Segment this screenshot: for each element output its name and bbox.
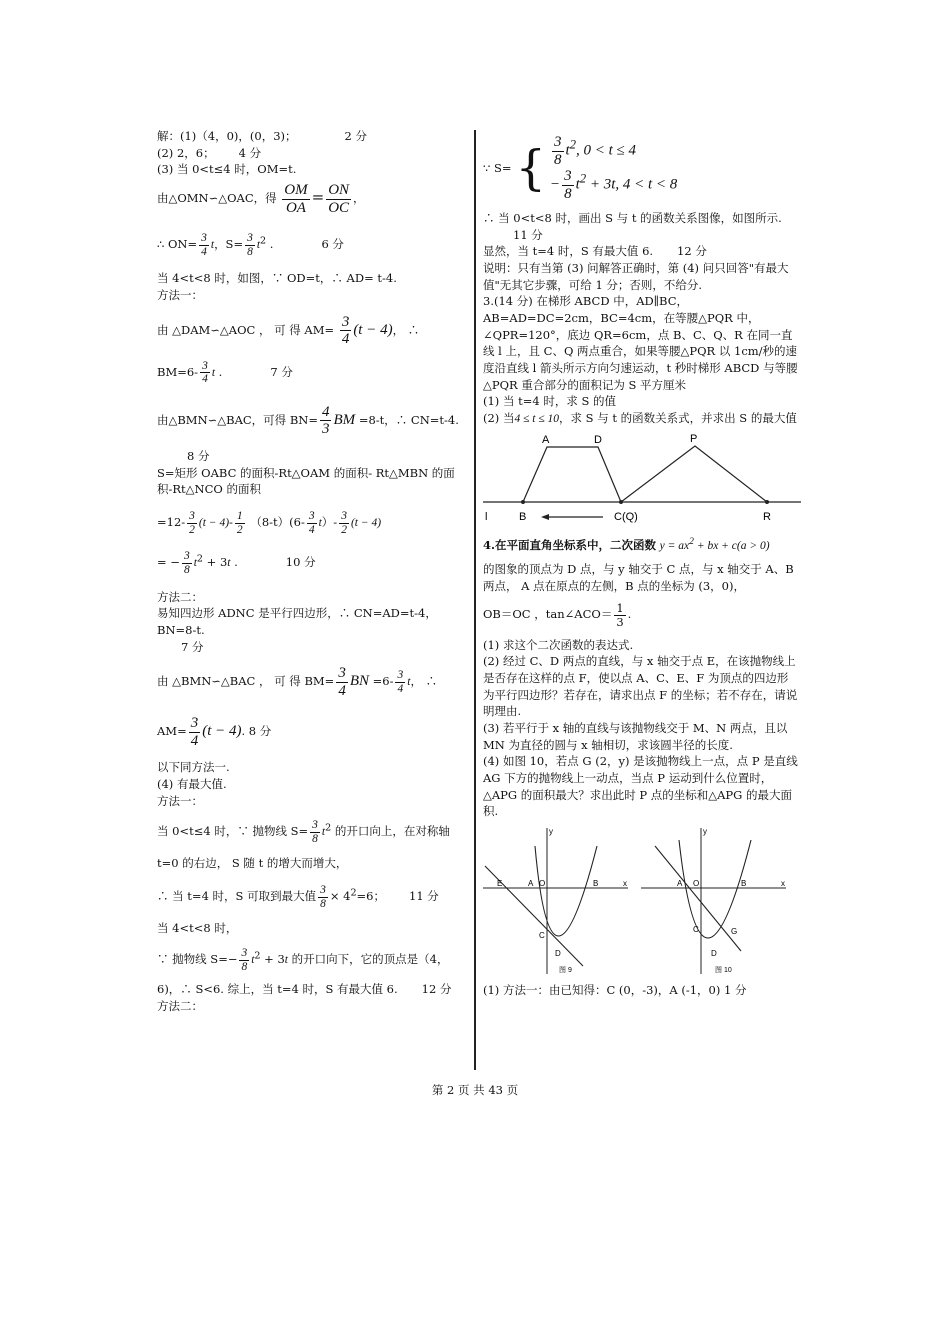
problem-4-q4: (4) 如图 10，若点 G (2，y) 是该抛物线上一点，点 P 是直线 AG 下方的抛物线上一动点，当点 P 运动到什么位置时，△APG 的面积最大？求出此时 P 点的坐标和△APG 的最大面积.	[483, 754, 798, 819]
line-12: S=矩形 OABC 的面积-Rt△OAM 的面积- Rt△MBN 的面积-Rt△NCO 的面积	[157, 465, 455, 497]
r-line-4: 显然，当 t=4 时，S 有最大值 6. 12 分	[483, 244, 707, 259]
problem-4-cont: 的图象的顶点为 D 点，与 y 轴交于 C 点，与 x 轴交于 A、B 两点， A 点在原点的左侧，B 点的坐标为 (3，0)，	[483, 561, 794, 593]
line-ag	[655, 846, 741, 951]
triangle-pqr	[621, 446, 767, 502]
problem-4-q3: (3) 若平行于 x 轴的直线与该抛物线交于 M、N 两点，且以 MN 为直径的圆与 x 轴相切，求该圆半径的长度.	[483, 720, 788, 752]
svg-text:O: O	[539, 878, 546, 888]
line-3: (3) 当 0<t≤4 时，OM=t.	[157, 162, 297, 177]
line-19: AM= $\frac{3}{4}$ (t − 4). 8 分	[157, 715, 272, 749]
line-4: 由△OMN∽△OAC，得 $\frac{OM}{OA}$ = $\frac{ON}{OC}$ ，	[157, 182, 365, 216]
svg-text:y: y	[549, 826, 553, 836]
svg-text:D: D	[555, 948, 561, 958]
line-17: 7 分	[181, 639, 204, 654]
svg-text:D: D	[711, 948, 717, 958]
line-23: 当 0<t≤4 时，∵ 抛物线 S= $\frac{3}{8}$ $t^2$ 的开口向上，在对称轴	[157, 819, 450, 845]
line-28: 6)，∴ S<6. 综上，当 t=4 时，S 有最大值 6. 12 分	[157, 982, 452, 997]
line-7: 方法一：	[157, 287, 203, 302]
line-24: t=0 的右边， S 随 t 的增大而增大，	[157, 856, 348, 871]
svg-text:A: A	[677, 878, 683, 888]
line-5: ∴ ON= $\frac{3}{4}$ t，S= $\frac{3}{8}$ $t^2$ . 6 分	[157, 232, 344, 258]
trapezoid-abcd	[523, 447, 621, 502]
r-line-2: ∴ 当 0<t<8 时，画出 S 与 t 的函数关系图像，如图所示.	[483, 211, 782, 225]
parabola	[535, 846, 597, 936]
line-1: 解：(1)（4，0)，(0，3)； 2 分	[157, 129, 367, 143]
column-divider	[474, 130, 476, 1070]
line-8: 由 △DAM∽△AOC ， 可 得 AM= $\frac{3}{4}$ (t − 4)， ∴	[157, 313, 420, 348]
piecewise-function: ∵ S= { $\frac{3}{8}$ $t^2$, 0 < t ≤ 4 − $\frac{3}{8}$ $t^2 + 3t$, 4 < t < 8	[483, 134, 678, 202]
line-2: (2) 2，6； 4 分	[157, 145, 262, 160]
svg-text:C: C	[539, 930, 545, 940]
line-21: (4) 有最大值.	[157, 776, 227, 791]
left-column	[157, 128, 467, 1015]
right-column	[483, 128, 799, 999]
line-15: 方法二：	[157, 589, 203, 604]
line-9: BM=6- $\frac{3}{4}$ t . 7 分	[157, 359, 293, 386]
r-line-16: (1) 方法一：由已知得：C (0，-3)，A (-1，0) 1 分	[483, 982, 747, 997]
label-l: l	[485, 510, 488, 523]
svg-text:C: C	[693, 924, 699, 934]
svg-text:G: G	[731, 926, 738, 936]
line-27: ∵ 抛物线 S=− $\frac{3}{8}$ $t^2 + 3t$ 的开口向下，它的顶点是（4，	[157, 947, 449, 973]
label-cq: C(Q)	[614, 510, 638, 523]
line-20: 以下同方法一.	[157, 760, 230, 775]
line-22: 方法一：	[157, 793, 203, 808]
line-13: =12- $\frac{3}{2}$ (t − 4)- $\frac{1}{2}$ （8-t）(6- $\frac{3}{4}$ t）- $\frac{3}{2}$ (t − 4)	[157, 509, 382, 536]
trapezoid-triangle-figure	[483, 432, 803, 527]
problem-4-q2: (2) 经过 C、D 两点的直线，与 x 轴交于点 E，在该抛物线上是否存在这样的点 F，使以点 A、C、E、F 为顶点的四边形为平行四边形？若存在，请求出点 F 的坐标；若不存在，请说明理由.	[483, 654, 798, 719]
label-r: R	[763, 510, 771, 523]
r-line-5: 说明：只有当第 (3) 问解答正确时，第 (4) 问只回答"有最大值"无其它步骤，可给 1 分；否则，不给分.	[483, 261, 789, 292]
svg-text:x: x	[781, 878, 785, 888]
fraction-om-oa: $\frac{OM}{OA}$	[284, 182, 308, 216]
svg-text:图 10: 图 10	[715, 966, 732, 974]
svg-text:B: B	[741, 878, 747, 888]
svg-text:y: y	[703, 826, 707, 836]
problem-3: 3.(14 分) 在梯形 ABCD 中，AD∥BC，AB=AD=DC=2cm，BC=4cm，在等腰△PQR 中，∠QPR=120°，底边 QR=6cm，点 B、C、Q、R 在同一直线 l 上，且 C、Q 两点重合，如果等腰△PQR 以 1cm/秒的速度沿直线 l 箭头所示方向匀速运动，t 秒时梯形 ABCD 与等腰△PQR 重合部分的面积记为 S 平方厘米	[483, 294, 798, 392]
line-18: 由 △BMN∽△BAC ， 可 得 BM= $\frac{3}{4}$ BN =6- $\frac{3}{4}$ t， ∴	[157, 665, 438, 699]
parabola-figures	[483, 826, 799, 976]
label-d: D	[594, 433, 602, 446]
svg-text:图 9: 图 9	[559, 966, 572, 974]
line-26: 当 4<t<8 时，	[157, 921, 238, 936]
line-14: = − $\frac{3}{8}$ $t^2 + 3t$ . 10 分	[157, 550, 316, 576]
fraction-on-oc: $\frac{ON}{OC}$	[328, 182, 350, 216]
figure-9	[483, 826, 633, 976]
line-16: 易知四边形 ADNC 是平行四边形，∴ CN=AD=t-4，BN=8-t.	[157, 606, 437, 637]
svg-text:A: A	[528, 878, 534, 888]
arrow-head	[541, 514, 549, 520]
problem-3-q1: (1) 当 t=4 时，求 S 的值	[483, 394, 617, 409]
svg-text:x: x	[623, 878, 627, 888]
label-a: A	[542, 433, 550, 446]
label-p: P	[690, 432, 698, 445]
problem-4-tan: OB＝OC ，tan∠ACO＝ $\frac{1}{3}$ .	[483, 601, 632, 629]
line-29: 方法二：	[157, 999, 203, 1014]
problem-4: 4.在平面直角坐标系中，二次函数 $y = ax^2$ + bx + c(a > 0)	[483, 536, 770, 553]
line-6: 当 4<t<8 时，如图，∵ OD=t，∴ AD= t-4.	[157, 271, 397, 286]
r-line-3: 11 分	[513, 227, 543, 242]
problem-3-q2: (2) 当4 ≤ t ≤ 10，求 S 与 t 的函数关系式，并求出 S 的最大值	[483, 411, 797, 426]
figure-10	[641, 826, 791, 976]
line-10: 由△BMN∽△BAC，可得 BN= $\frac{4}{3}$ BM =8-t，∴ CN=t-4.	[157, 403, 459, 438]
line-11: 8 分	[187, 448, 210, 463]
line-25: ∴ 当 t=4 时，S 可取到最大值 $\frac{3}{8}$ × $4^2=6$； 11 分	[157, 884, 439, 910]
svg-text:B: B	[593, 878, 599, 888]
problem-4-q1: (1) 求这个二次函数的表达式.	[483, 637, 634, 652]
page-footer: 第 2 页 共 43 页	[431, 1083, 519, 1097]
svg-text:E: E	[497, 878, 503, 888]
label-b: B	[519, 510, 527, 523]
svg-text:O: O	[693, 878, 700, 888]
